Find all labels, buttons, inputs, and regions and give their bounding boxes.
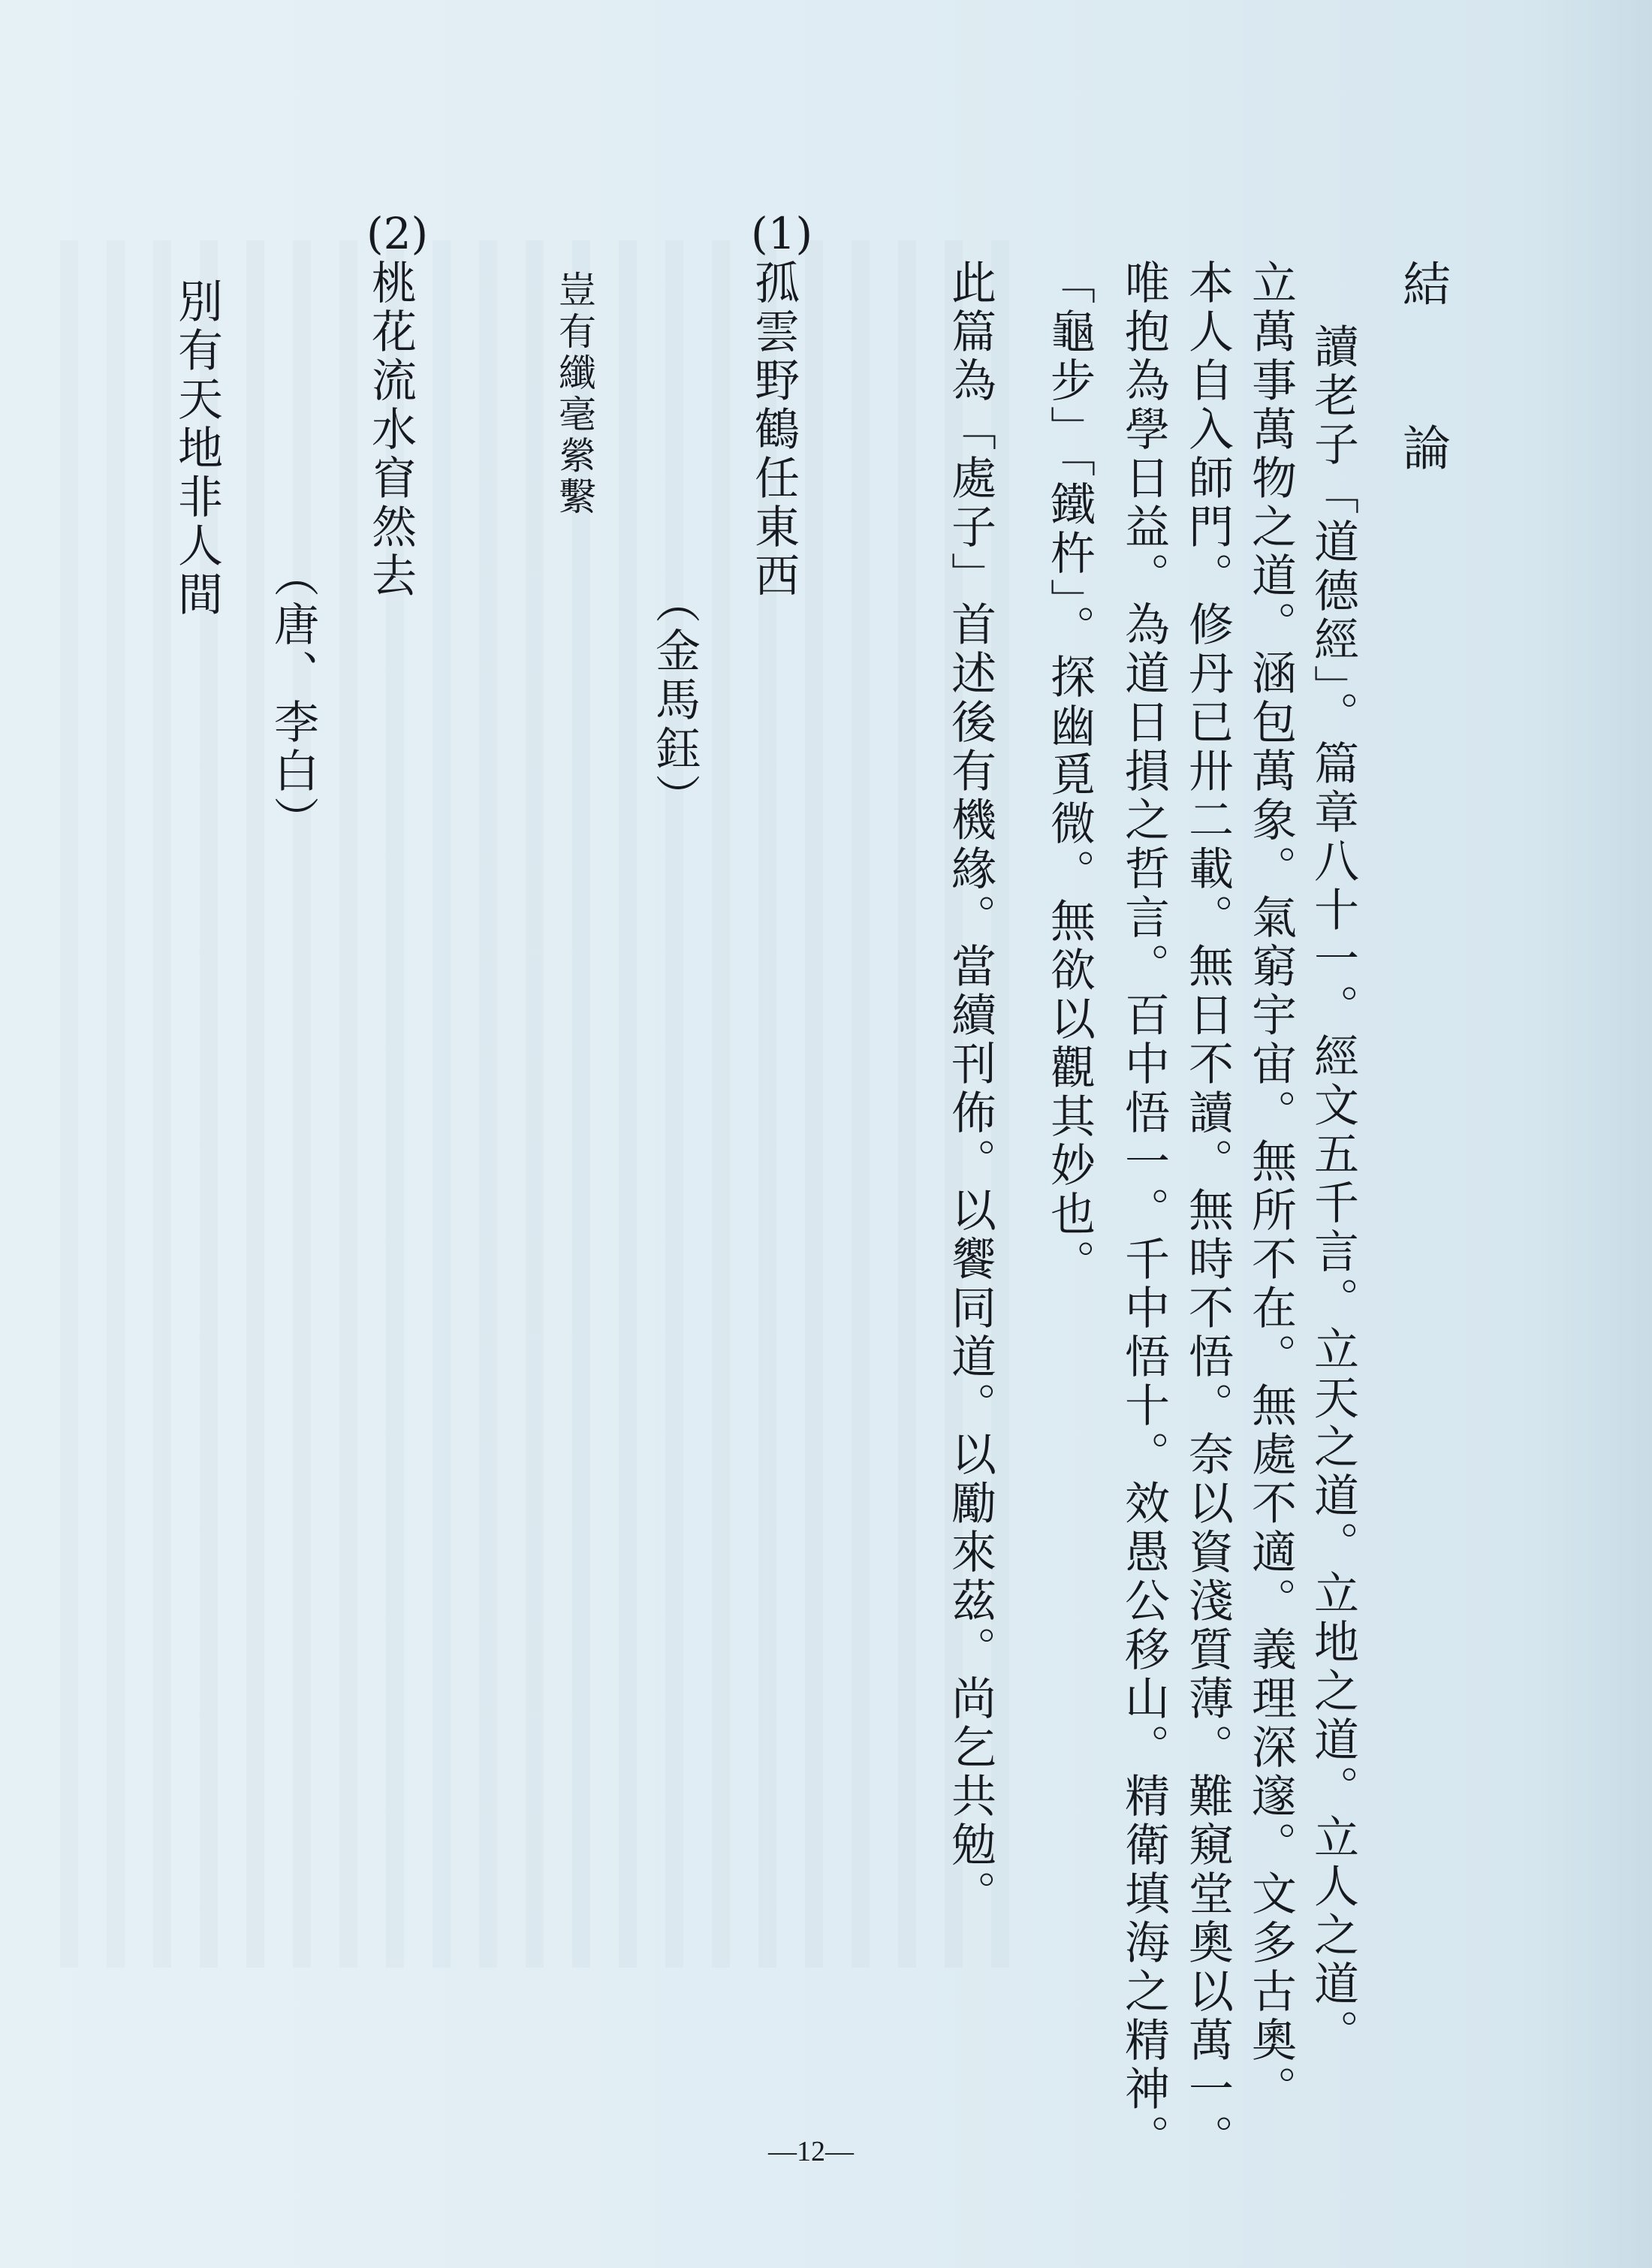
main-text-line-6: 此篇為「處子」首述後有機緣。當續刊佈。以饗同道。以勵來茲。尚乞共勉。 <box>944 259 996 1919</box>
poem-1-attribution: （金馬鈺） <box>648 578 701 822</box>
main-text-line-4: 唯抱為學日益。為道日損之哲言。百中悟一。千中悟十。效愚公移山。精衛填海之精神。 <box>1117 259 1170 2163</box>
page-number: —12— <box>768 2136 854 2167</box>
poem-2-number: (2) <box>366 208 429 259</box>
section-heading: 結 論 <box>1394 259 1450 501</box>
main-text-line-3: 本人自入師門。修丹已卅二載。無日不讀。無時不悟。奈以資淺質薄。難窺堂奧以萬一。 <box>1181 259 1234 2163</box>
poem-1-line-2: 豈有纖毫縈繫 <box>553 270 596 518</box>
main-text-line-5: 「龜步」「鐵杵」。探幽覓微。無欲以觀其妙也。 <box>1043 259 1096 1288</box>
main-text-line-2: 立萬事萬物之道。涵包萬象。氣窮宇宙。無所不在。無處不適。義理深邃。文多古奧。 <box>1244 259 1297 2114</box>
poem-2-line-2: 別有天地非人間 <box>170 278 223 620</box>
poem-1-number: (1) <box>751 208 813 259</box>
poem-2-attribution: （唐、李白） <box>267 552 319 845</box>
poem-1-line-1: 孤雲野鶴任東西 <box>747 259 800 601</box>
main-text-line-1: 讀老子「道德經」。篇章八十一。經文五千言。立天之道。立地之道。立人之道。 <box>1307 323 1359 2058</box>
poem-2-line-1: 桃花流水窅然去 <box>364 259 417 601</box>
